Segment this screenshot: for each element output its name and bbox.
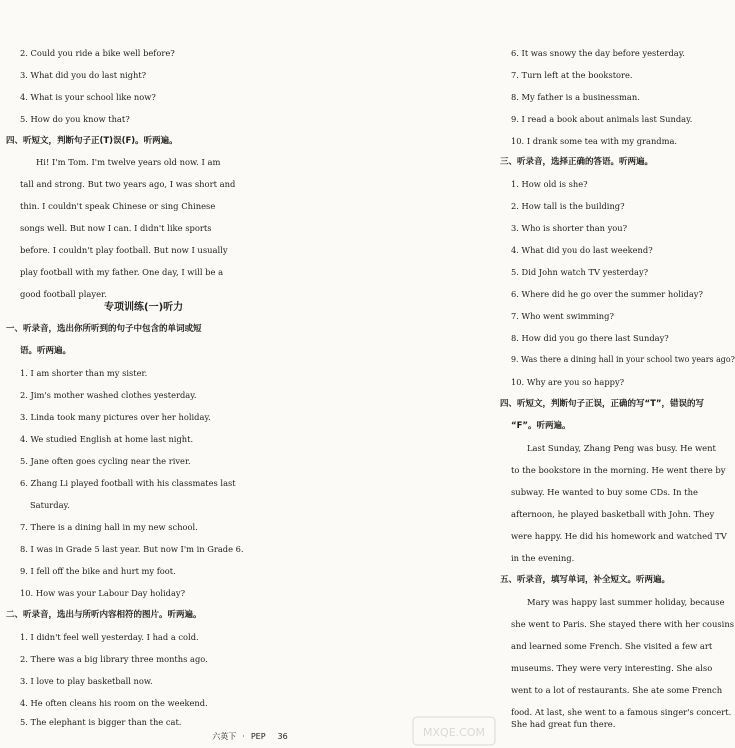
text-line: 5. The elephant is bigger than the cat. xyxy=(20,717,182,727)
paragraph-line: Mary was happy last summer holiday, because xyxy=(527,597,725,607)
paragraph-line: museums. They were very interesting. She also xyxy=(511,663,713,673)
text-line: 5. How do you know that? xyxy=(20,114,130,124)
paragraph-line: food. At last, she went to a famous singer's concert. xyxy=(511,707,732,717)
paragraph-line: Last Sunday, Zhang Peng was busy. He went xyxy=(527,443,716,453)
text-line: 3. Linda took many pictures over her holiday. xyxy=(20,412,211,422)
paragraph-line: thin. I couldn't speak Chinese or sing Chinese xyxy=(20,201,216,211)
section-heading: “F”。听两遍。 xyxy=(511,421,571,431)
paragraph-line: went to a lot of restaurants. She ate some French xyxy=(511,685,723,695)
text-line: 5. Did John watch TV yesterday? xyxy=(511,267,649,277)
page-footer: 六英下 · PEP 36 xyxy=(212,732,288,741)
text-line: 3. What did you do last night? xyxy=(20,70,147,80)
text-line: 2. Jim's mother washed clothes yesterday. xyxy=(20,390,197,400)
paragraph-line: Hi! I'm Tom. I'm twelve years old now. I am xyxy=(36,157,221,167)
section-heading: 一、听录音，选出你所听到的句子中包含的单词或短 xyxy=(6,324,202,334)
text-line: 9. Was there a dining hall in your school two years ago? xyxy=(511,355,735,364)
paragraph-line: She had great fun there. xyxy=(511,719,616,729)
text-line: 7. There is a dining hall in my new school. xyxy=(20,522,198,532)
text-line: 6. It was snowy the day before yesterday. xyxy=(511,48,685,58)
text-line: 4. He often cleans his room on the weekend. xyxy=(20,698,208,708)
text-line: 2. Could you ride a bike well before? xyxy=(20,48,175,58)
text-line: 7. Who went swimming? xyxy=(511,311,614,321)
text-line: 1. I didn't feel well yesterday. I had a cold. xyxy=(20,632,199,642)
section-heading: 四、听短文，判断句子正误，正确的写“T”，错误的写 xyxy=(500,399,704,409)
section-heading: 三、听录音，选择正确的答语。听两遍。 xyxy=(500,157,654,167)
text-line: 3. I love to play basketball now. xyxy=(20,676,153,686)
section-heading: 语。听两遍。 xyxy=(20,346,72,356)
page-number: 36 xyxy=(277,732,288,741)
text-line: 9. I read a book about animals last Sunday. xyxy=(511,114,693,124)
footer-grade: 六英下 xyxy=(212,732,237,741)
text-line: 10. Why are you so happy? xyxy=(511,377,625,387)
paragraph-line: to the bookstore in the morning. He went there by xyxy=(511,465,726,475)
paragraph-line: afternoon, he played basketball with John. They xyxy=(511,509,715,519)
text-line: 9. I fell off the bike and hurt my foot. xyxy=(20,566,176,576)
text-line: 6. Where did he go over the summer holiday? xyxy=(511,289,703,299)
section-heading: 五、听录音，填写单词，补全短文。听两遍。 xyxy=(500,575,671,585)
section-heading: 四、听短文，判断句子正(T)误(F)。听两遍。 xyxy=(6,136,178,146)
text-line: 1. I am shorter than my sister. xyxy=(20,368,148,378)
paragraph-line: songs well. But now I can. I didn't like sports xyxy=(20,223,212,233)
text-line: 6. Zhang Li played football with his classmates last xyxy=(20,478,236,488)
text-line: 8. I was in Grade 5 last year. But now I'm in Grade 6. xyxy=(20,544,244,554)
text-line: 10. I drank some tea with my grandma. xyxy=(511,136,678,146)
footer-edition: PEP xyxy=(250,732,266,741)
text-line: 3. Who is shorter than you? xyxy=(511,223,628,233)
text-line: 4. What is your school like now? xyxy=(20,92,156,102)
text-line: 4. What did you do last weekend? xyxy=(511,245,653,255)
text-line: 5. Jane often goes cycling near the river. xyxy=(20,456,191,466)
text-line: 10. How was your Labour Day holiday? xyxy=(20,588,186,598)
paragraph-line: were happy. He did his homework and watched TV xyxy=(511,531,727,541)
paragraph-line: tall and strong. But two years ago, I was short and xyxy=(20,179,236,189)
text-line: 7. Turn left at the bookstore. xyxy=(511,70,633,80)
section-heading: 二、听录音，选出与所听内容相符的图片。听两遍。 xyxy=(6,610,202,620)
text-line: 2. How tall is the building? xyxy=(511,201,625,211)
paragraph-line: she went to Paris. She stayed there with her cousins xyxy=(511,619,735,629)
paragraph-line: play football with my father. One day, I will be a xyxy=(20,267,224,277)
paragraph-line: good football player. xyxy=(20,289,107,299)
paragraph-line: subway. He wanted to buy some CDs. In the xyxy=(511,487,698,497)
paragraph-line: and learned some French. She visited a few art xyxy=(511,641,713,651)
text-line: Saturday. xyxy=(30,500,70,510)
text-line: 8. My father is a businessman. xyxy=(511,92,640,102)
watermark-logo xyxy=(412,716,496,746)
text-line: 4. We studied English at home last night. xyxy=(20,434,194,444)
paragraph-line: before. I couldn't play football. But now I usually xyxy=(20,245,228,255)
paragraph-line: in the evening. xyxy=(511,553,575,563)
text-line: 2. There was a big library three months ago. xyxy=(20,654,208,664)
text-line: 8. How did you go there last Sunday? xyxy=(511,333,669,343)
watermark-text: MXQE.COM xyxy=(423,726,485,739)
section-title: 专项训练(一)听力 xyxy=(104,302,184,313)
text-line: 1. How old is she? xyxy=(511,179,588,189)
